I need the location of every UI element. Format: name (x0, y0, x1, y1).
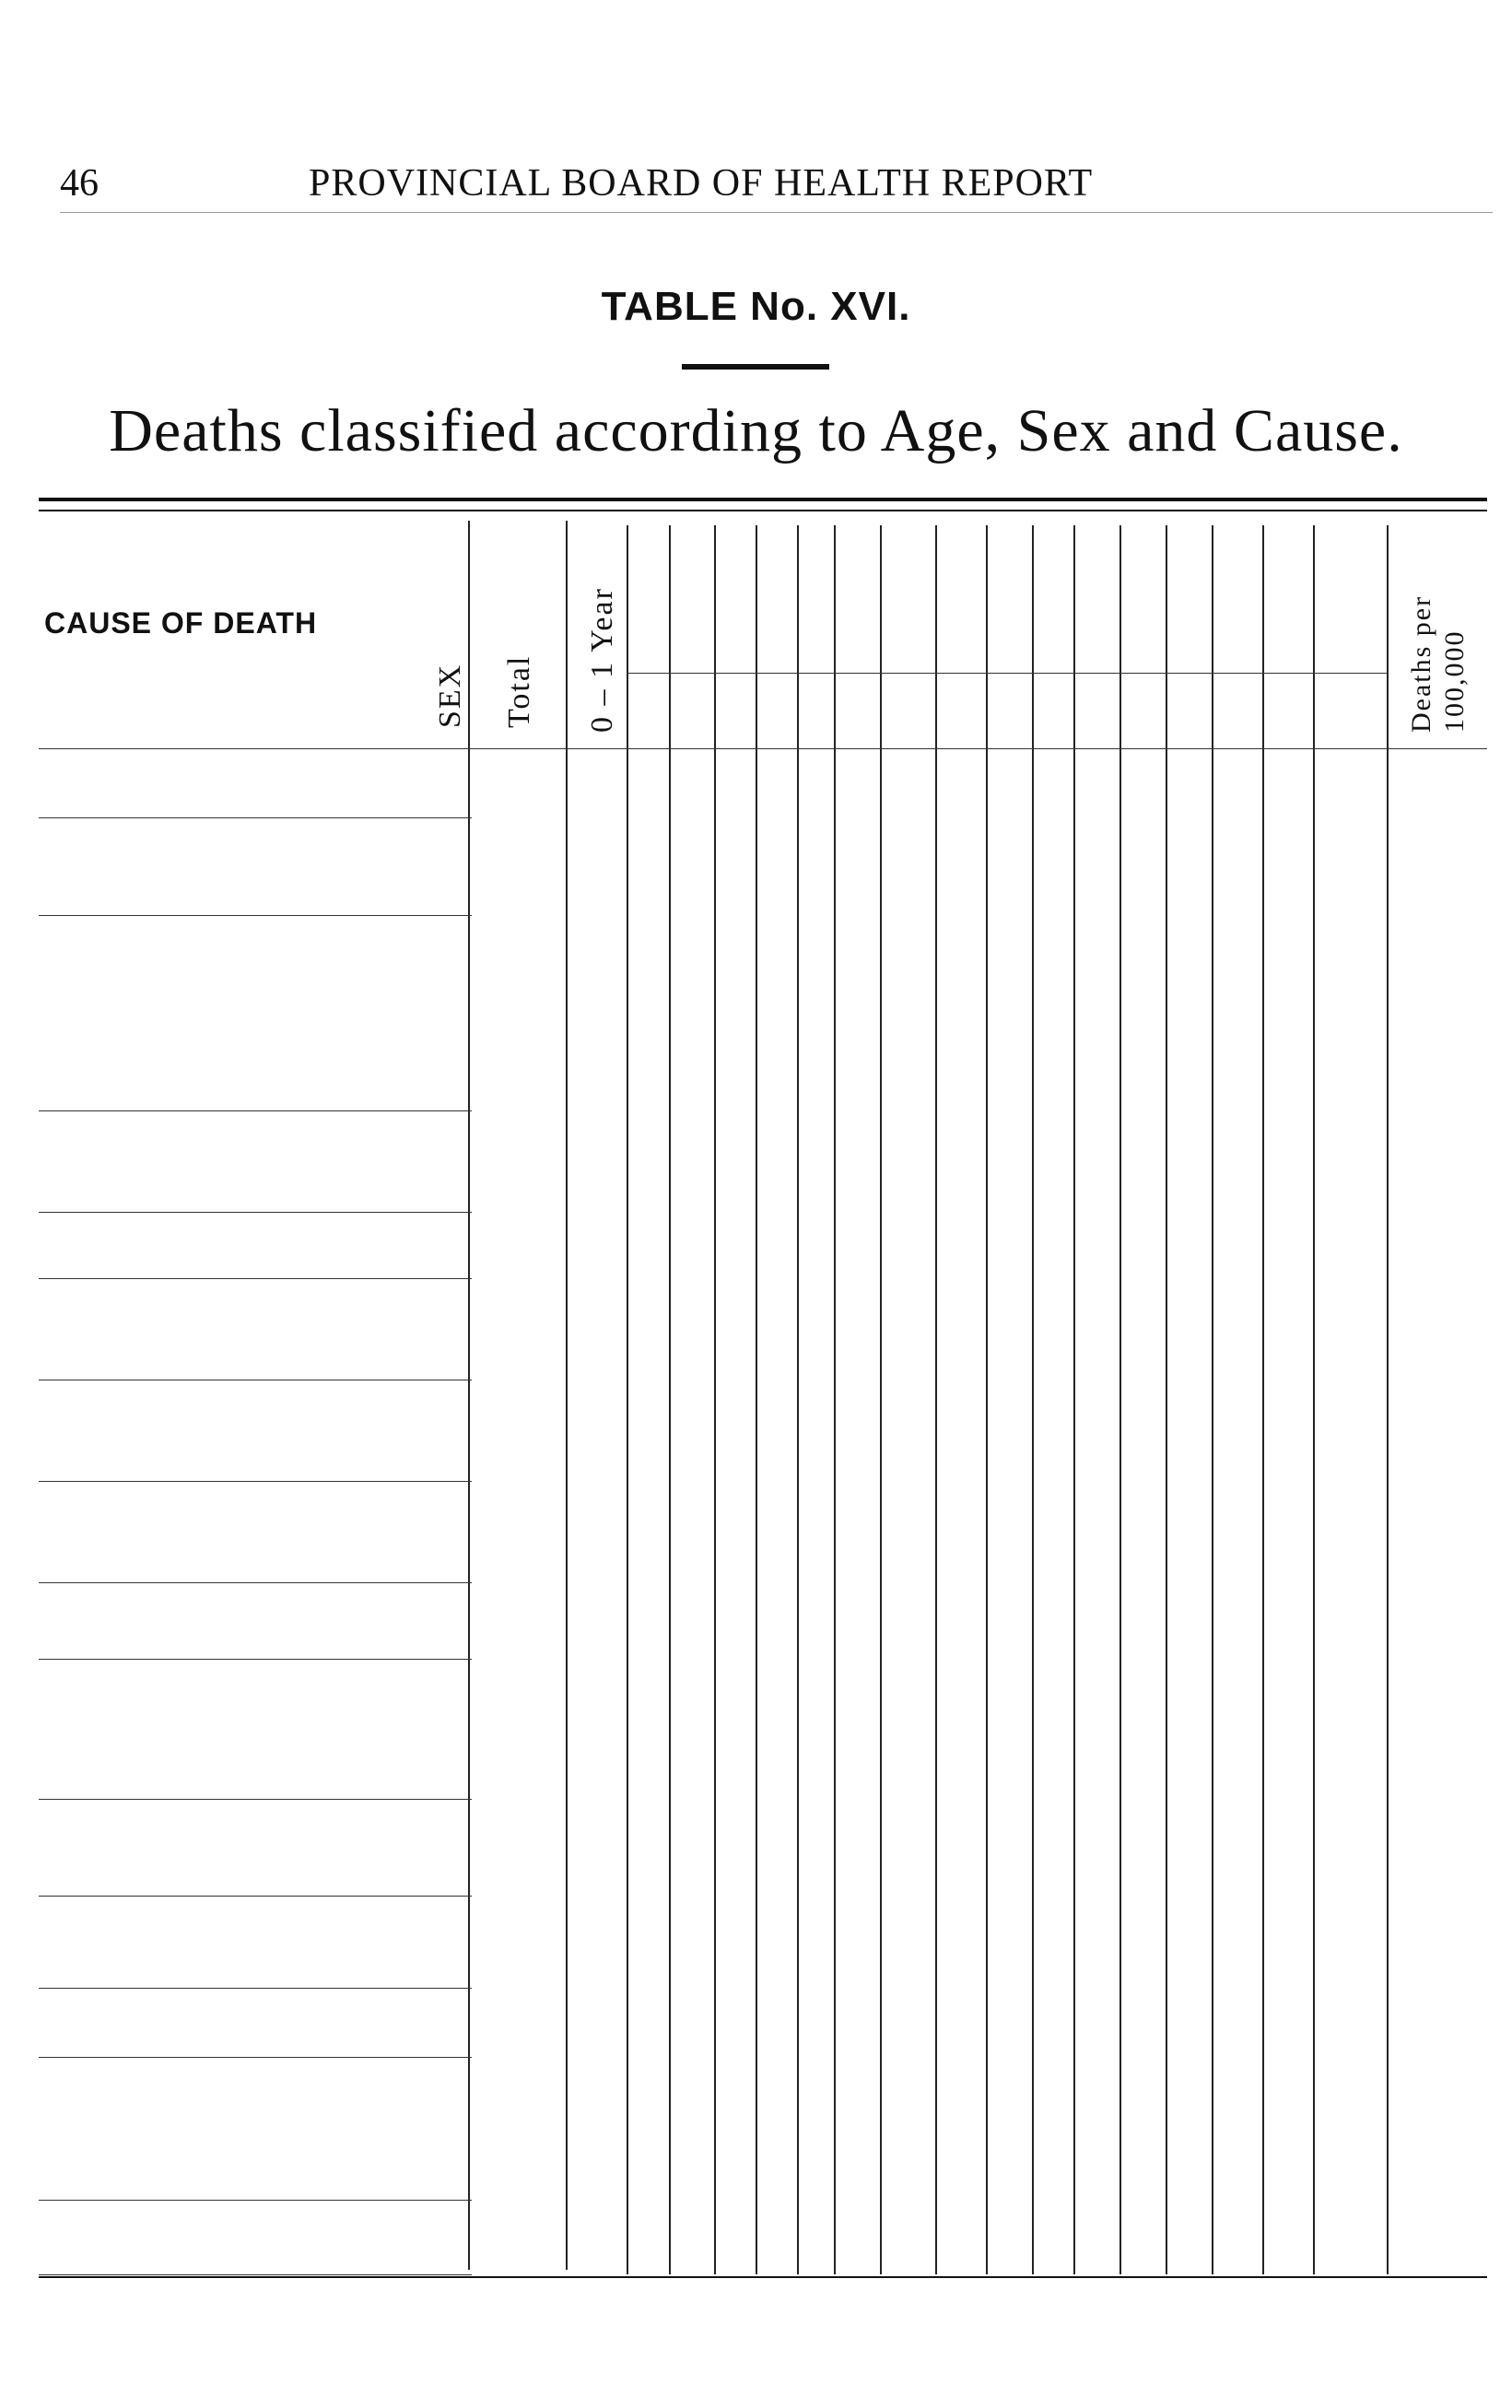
column-rule (1387, 525, 1389, 2274)
column-rule (468, 521, 470, 2270)
column-rule (756, 525, 757, 2274)
column-rule (566, 521, 568, 2270)
block-rule (39, 1659, 472, 1660)
header-rule-thick (39, 498, 1487, 501)
column-rule (1073, 525, 1075, 2274)
block-rule (39, 1896, 472, 1897)
block-rule (39, 1110, 472, 1111)
block-rule (39, 2274, 472, 2275)
table-number: TABLE No. XVI. (601, 284, 911, 329)
column-rule (1262, 525, 1264, 2274)
table-subtitle: Deaths classified according to Age, Sex and Cause. (109, 397, 1403, 464)
column-rule (986, 525, 988, 2274)
column-rule (1212, 525, 1213, 2274)
sex-column-header: SEX (433, 663, 467, 728)
table-bottom-rule (39, 2276, 1487, 2278)
cause-column-header: CAUSE OF DEATH (44, 606, 318, 640)
column-rule (627, 525, 628, 2274)
column-rule (1313, 525, 1315, 2274)
column-rule (1032, 525, 1034, 2274)
column-rule (1119, 525, 1121, 2274)
block-rule (39, 2057, 472, 2058)
column-rule (880, 525, 882, 2274)
column-rule (797, 525, 799, 2274)
block-rule (39, 1278, 472, 1279)
header-bottom-rule (39, 748, 1487, 749)
title-rule (682, 364, 829, 370)
block-rule (39, 1481, 472, 1482)
block-rule (39, 1212, 472, 1213)
header-rule-thin (39, 510, 1487, 511)
total-column-header: Total (502, 654, 536, 728)
running-title: PROVINCIAL BOARD OF HEALTH REPORT (309, 162, 1094, 205)
block-rule (39, 1988, 472, 1989)
block-rule (39, 1582, 472, 1583)
column-rule (669, 525, 671, 2274)
rate-column-header: Deaths per 100,000 (1406, 594, 1470, 733)
running-head (60, 161, 1493, 213)
infant-column-header: 0 – 1 Year (585, 587, 619, 733)
column-rule (834, 525, 836, 2274)
block-rule (39, 817, 472, 818)
column-rule (714, 525, 716, 2274)
page-number: 46 (60, 162, 99, 205)
column-rule (1166, 525, 1167, 2274)
block-rule (39, 1799, 472, 1800)
block-rule (39, 2200, 472, 2201)
block-rule (39, 915, 472, 916)
age-header-rule (627, 673, 1387, 674)
column-rule (935, 525, 937, 2274)
